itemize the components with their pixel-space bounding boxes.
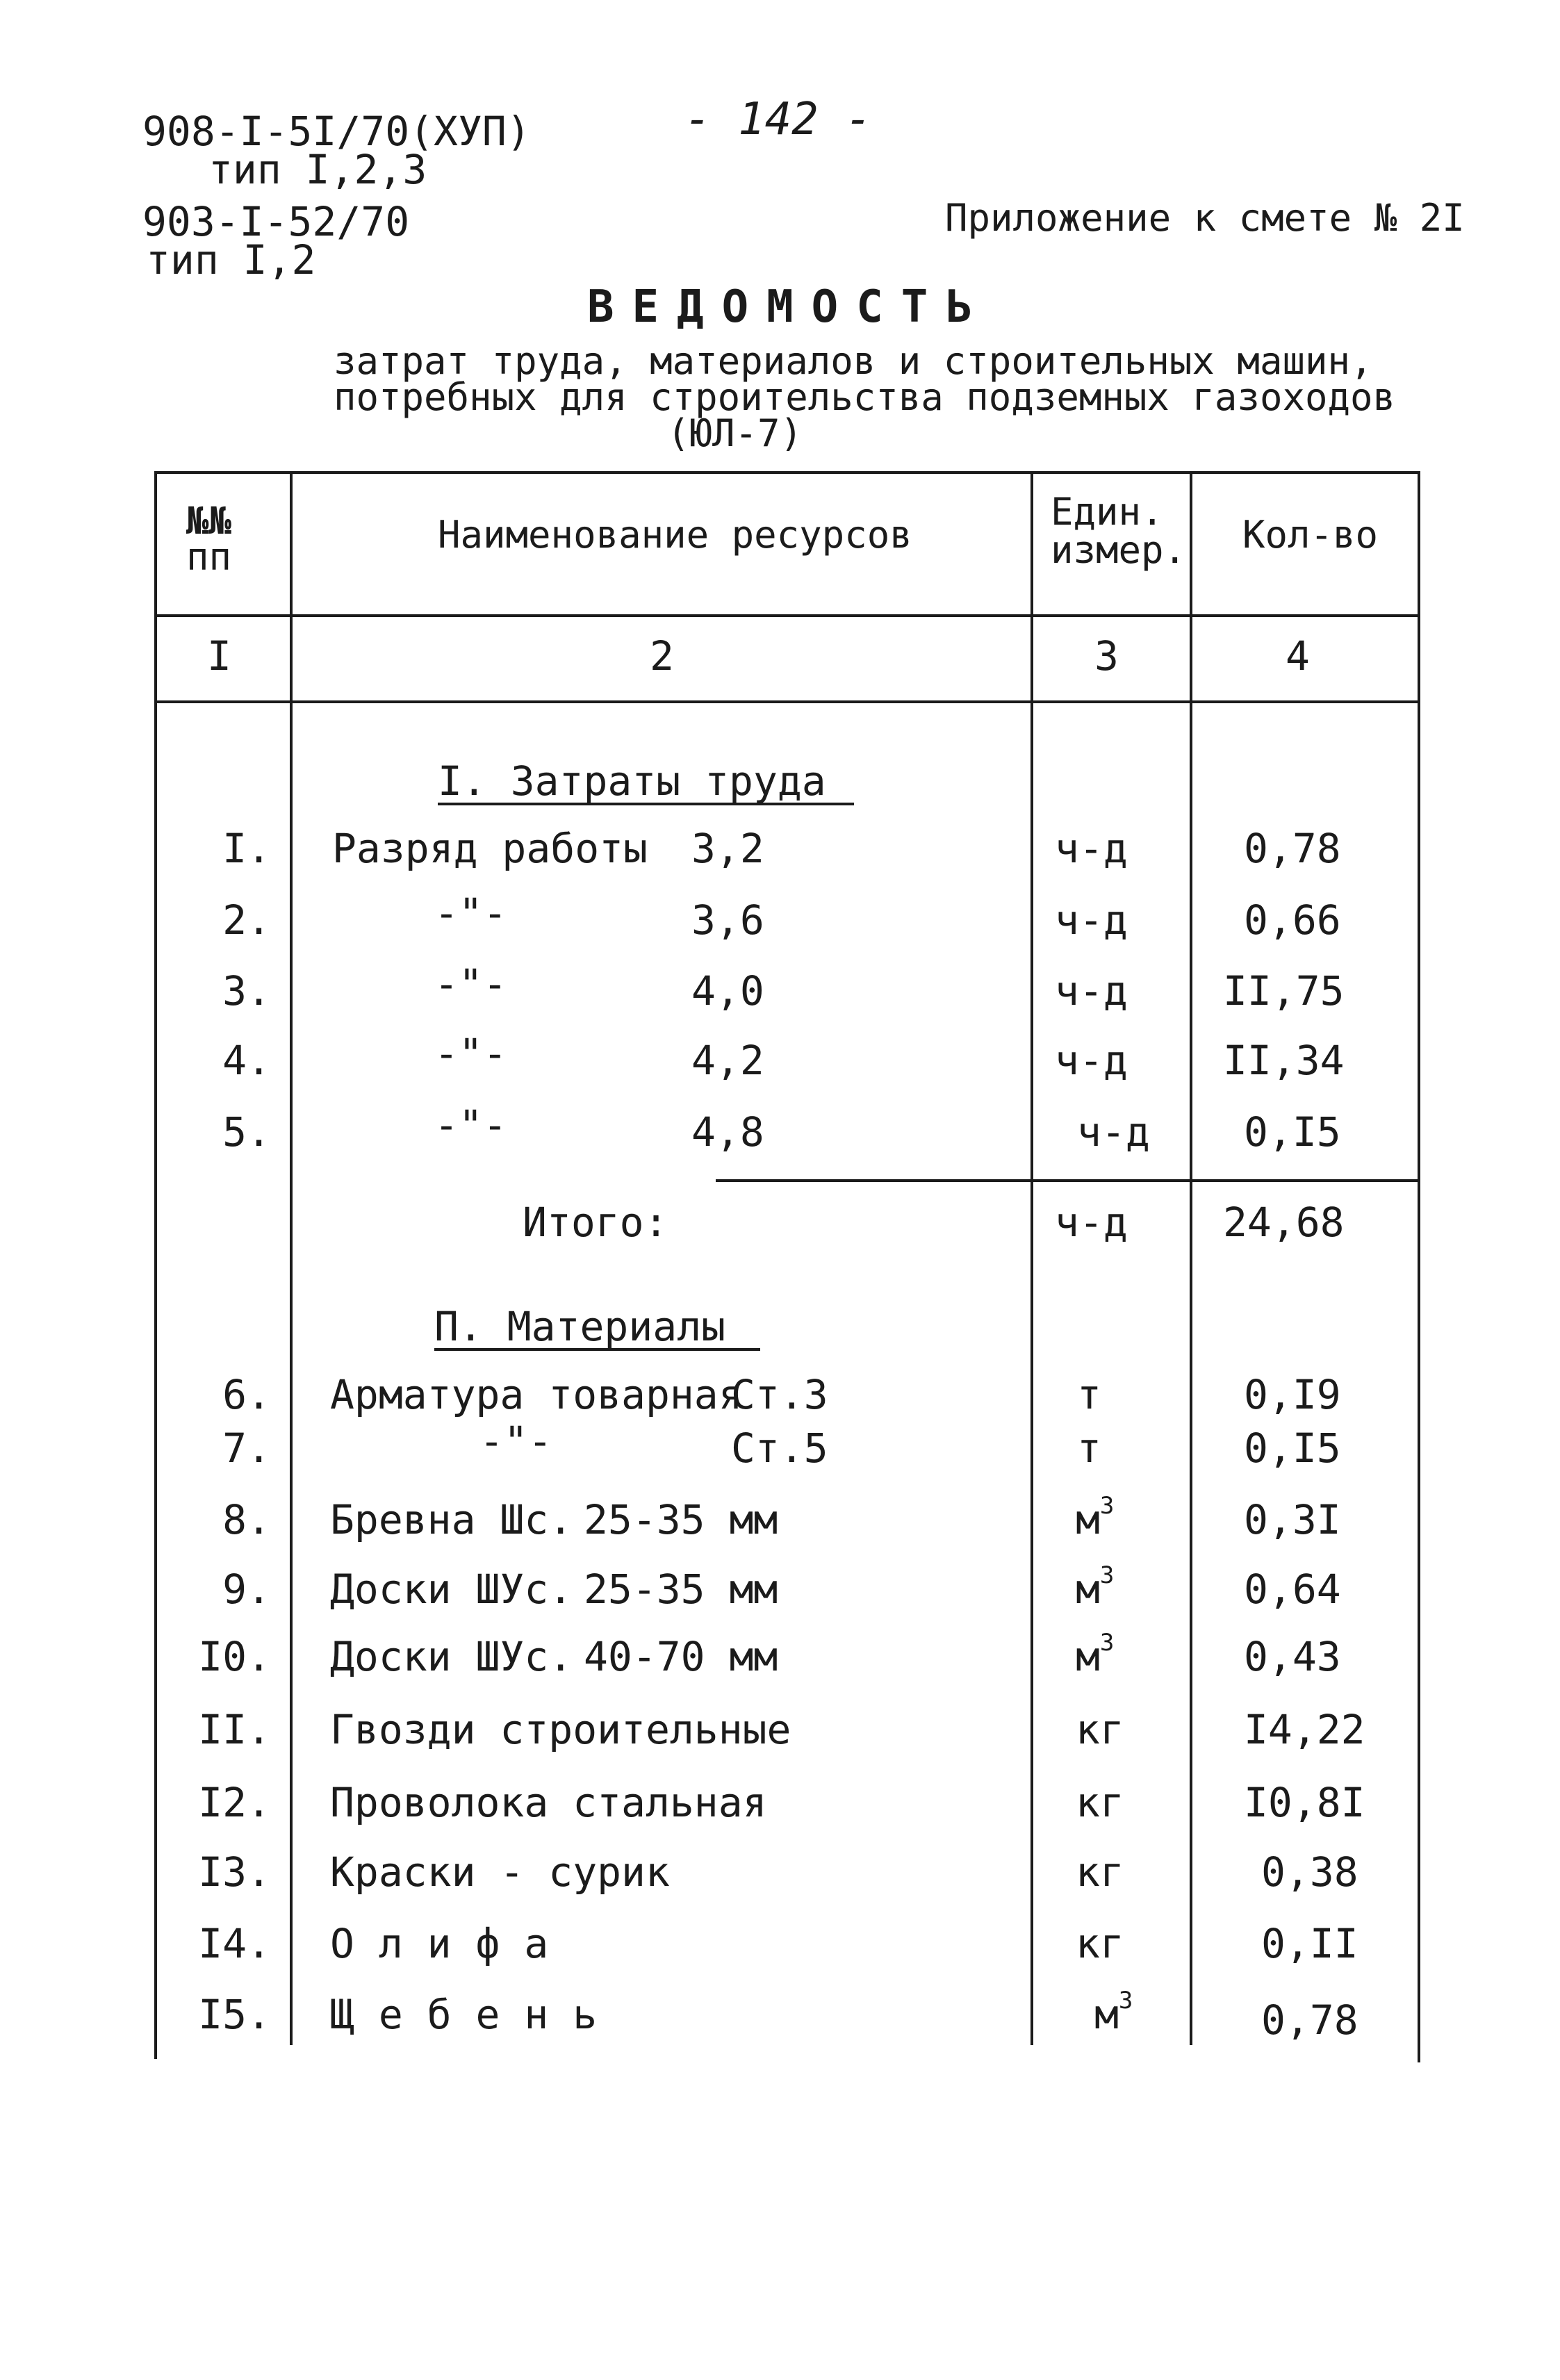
project-type-2: тип I,2 — [146, 236, 316, 284]
ditto-mark: -"- — [434, 889, 507, 937]
col1-header-bottom: пп — [186, 535, 232, 579]
quantity: 0,78 — [1261, 1996, 1358, 2044]
unit: ч-д — [1055, 825, 1128, 872]
row-number: 7. — [222, 1425, 271, 1472]
unit: т — [1077, 1371, 1101, 1418]
quantity: 0,78 — [1244, 825, 1341, 872]
colnum-1: I — [207, 632, 231, 680]
row-number: 8. — [222, 1496, 271, 1543]
resource-name: Доски ШУс. — [330, 1633, 573, 1680]
quantity: 0,38 — [1261, 1848, 1358, 1896]
resource-spec: Ст.5 — [731, 1425, 828, 1472]
row-number: 2. — [222, 896, 271, 944]
row-number: 5. — [222, 1108, 271, 1156]
unit: кг — [1076, 1848, 1124, 1896]
grade: 4,2 — [691, 1037, 764, 1084]
colnum-bottom-border — [156, 700, 1419, 703]
unit: ч-д — [1055, 967, 1128, 1015]
col1-divider — [290, 471, 293, 2045]
quantity: 0,64 — [1244, 1566, 1341, 1613]
quantity: 0,II — [1261, 1920, 1358, 1967]
project-code-2: 903-I-52/70 — [142, 198, 410, 245]
unit: $м^3$ — [1076, 1561, 1115, 1613]
row-number: 9. — [222, 1566, 271, 1613]
subtotal-border — [716, 1179, 1418, 1182]
resource-name: Щ е б е н ь — [330, 1991, 598, 2038]
total-unit: ч-д — [1055, 1199, 1128, 1246]
total-quantity: 24,68 — [1223, 1199, 1345, 1246]
col4-header: Кол-во — [1242, 513, 1379, 557]
unit: ч-д — [1077, 1108, 1150, 1156]
colnum-2: 2 — [650, 632, 674, 680]
grade: 4,0 — [691, 967, 764, 1015]
project-code-1: 908-I-5I/70(ХУП) — [142, 108, 531, 155]
col3-divider — [1190, 471, 1192, 2045]
quantity: 0,43 — [1244, 1633, 1341, 1680]
quantity: 0,I9 — [1244, 1371, 1341, 1418]
row-number: I5. — [198, 1991, 271, 2038]
resource-name: Бревна Шс. — [330, 1496, 573, 1543]
grade: 3,2 — [691, 825, 764, 872]
quantity: 0,I5 — [1244, 1108, 1341, 1156]
row-number: 4. — [222, 1037, 271, 1084]
col2-divider — [1031, 471, 1033, 2045]
unit: кг — [1076, 1706, 1124, 1753]
unit: $м^3$ — [1076, 1629, 1115, 1680]
quantity: I0,8I — [1244, 1779, 1365, 1826]
resource-name: Доски ШУс. — [330, 1566, 573, 1613]
row-number: 6. — [222, 1371, 271, 1418]
unit: ч-д — [1055, 896, 1128, 944]
section-1-title: I. Затраты труда — [438, 761, 854, 805]
subtitle-line-1: затрат труда, материалов и строительных машин, — [334, 339, 1373, 383]
colnum-3: 3 — [1094, 632, 1119, 680]
document-title: ВЕДОМОСТЬ — [587, 281, 991, 333]
quantity: II,75 — [1223, 967, 1345, 1015]
unit: кг — [1076, 1920, 1124, 1967]
resource-spec: 40-70 мм — [584, 1633, 778, 1680]
unit: кг — [1076, 1779, 1124, 1826]
row-number: 3. — [222, 967, 271, 1015]
grade: 4,8 — [691, 1108, 764, 1156]
project-type-1: тип I,2,3 — [208, 146, 427, 193]
quantity: 0,66 — [1244, 896, 1341, 944]
unit: т — [1077, 1425, 1101, 1472]
col3-header-bottom: измер. — [1051, 528, 1187, 572]
resource-name: Арматура товарная — [330, 1371, 743, 1418]
quantity: II,34 — [1223, 1037, 1345, 1084]
row-number: I4. — [198, 1920, 271, 1967]
header-bottom-border — [156, 614, 1419, 617]
row-number: II. — [198, 1706, 271, 1753]
resource-name: Проволока стальная — [330, 1779, 767, 1826]
row-number: I2. — [198, 1779, 271, 1826]
table-top-border — [154, 471, 1420, 474]
row-number: I. — [222, 825, 271, 872]
quantity: I4,22 — [1244, 1706, 1365, 1753]
page-number: - 142 - — [684, 94, 872, 145]
unit: ч-д — [1055, 1037, 1128, 1084]
resource-name: Гвозди строительные — [330, 1706, 791, 1753]
col1-header-top: №№ — [186, 499, 232, 543]
row-number: I3. — [198, 1848, 271, 1896]
unit: $м^3$ — [1076, 1492, 1115, 1543]
unit: $м^3$ — [1094, 1987, 1133, 2038]
resource-name: Разряд работы — [332, 825, 648, 872]
resource-name: Краски - сурик — [330, 1848, 670, 1896]
ditto-mark: -"- — [434, 1030, 507, 1077]
row-number: I0. — [198, 1633, 271, 1680]
quantity: 0,3I — [1244, 1496, 1341, 1543]
ditto-mark: -"- — [434, 1101, 507, 1149]
ditto-mark: -"- — [434, 960, 507, 1008]
resource-spec: 25-35 мм — [584, 1566, 778, 1613]
col3-header-top: Един. — [1051, 490, 1164, 534]
subtitle-line-3: (ЮЛ-7) — [667, 411, 803, 455]
table-right-border — [1418, 471, 1420, 2062]
subtitle-line-2: потребных для строительства подземных газоходов — [334, 375, 1396, 419]
section-2-title: П. Материалы — [434, 1306, 760, 1351]
resource-spec: 25-35 мм — [584, 1496, 778, 1543]
grade: 3,6 — [691, 896, 764, 944]
col2-header: Наименование ресурсов — [438, 513, 912, 557]
colnum-4: 4 — [1286, 632, 1310, 680]
resource-name: О л и ф а — [330, 1920, 549, 1967]
ditto-mark: -"- — [479, 1418, 552, 1465]
quantity: 0,I5 — [1244, 1425, 1341, 1472]
appendix-label: Приложение к смете № 2I — [945, 196, 1465, 240]
total-label: Итого: — [523, 1199, 668, 1246]
resource-spec: Ст.3 — [731, 1371, 828, 1418]
